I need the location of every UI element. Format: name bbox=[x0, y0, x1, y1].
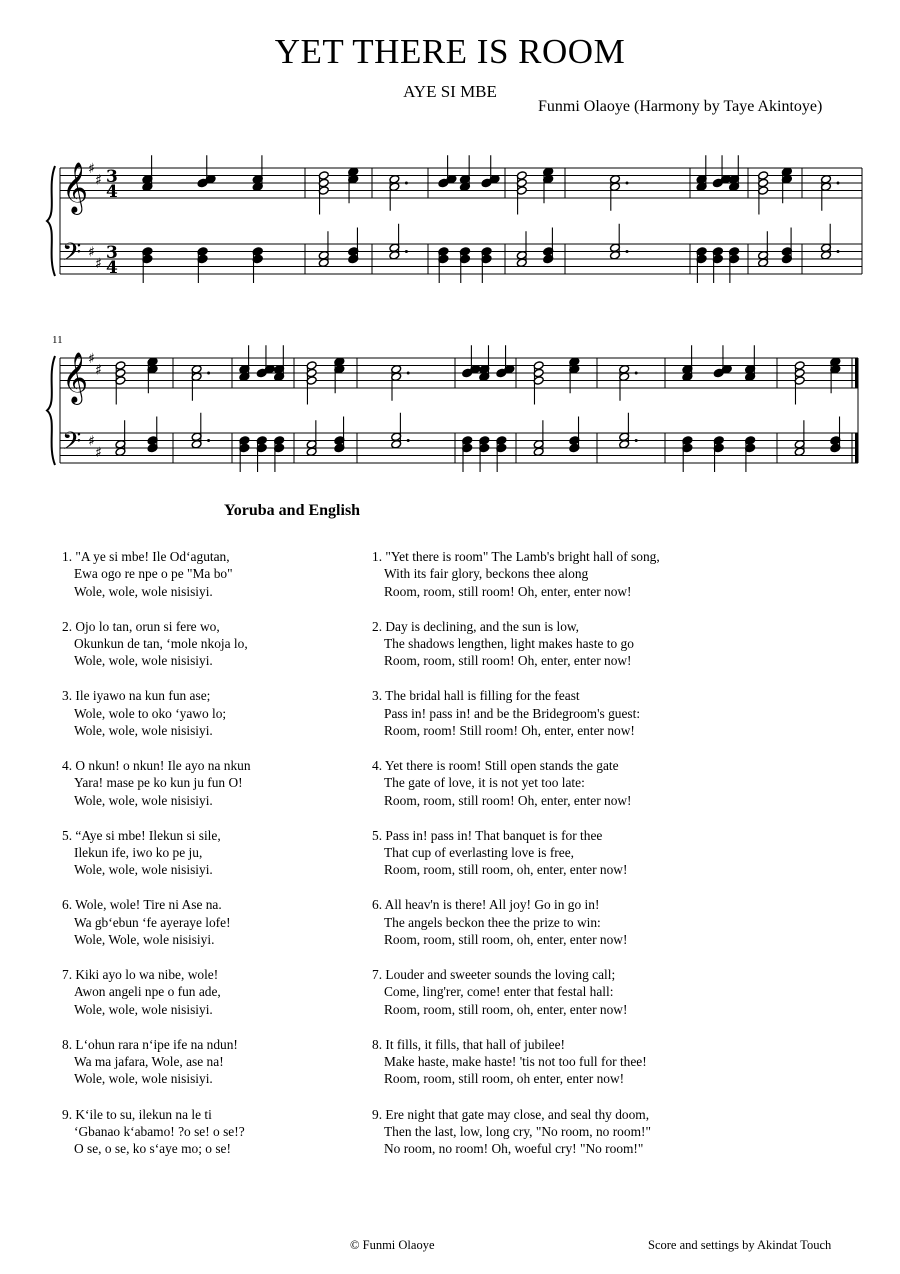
english-verse bbox=[372, 966, 792, 1036]
lyric-line: 8. L‘ohun rara n‘ipe ife na ndun! bbox=[62, 1036, 238, 1052]
augmentation-dot bbox=[407, 439, 410, 442]
lyric-line: 9. Ere night that gate may close, and seal thy doom, bbox=[372, 1106, 650, 1122]
lyric-line: 4. O nkun! o nkun! Ile ayo na nkun bbox=[62, 758, 251, 774]
sharp-icon: ♯ bbox=[88, 351, 95, 367]
copyright-notice: © Funmi Olaoye bbox=[350, 1238, 435, 1252]
lyric-line: Wole, wole, wole nisisiyi. bbox=[74, 862, 213, 878]
lyric-line: 7. Louder and sweeter sounds the loving call; bbox=[372, 967, 616, 983]
time-signature-top: 3 bbox=[106, 243, 118, 263]
lyric-line: The angels beckon thee the prize to win: bbox=[384, 914, 601, 930]
lyric-line: 7. Kiki ayo lo wa nibe, wole! bbox=[62, 967, 219, 983]
lyric-line: Then the last, low, long cry, "No room, no room!" bbox=[384, 1123, 651, 1139]
treble-clef-icon: 𝄞 bbox=[62, 162, 89, 213]
english-verse bbox=[372, 1106, 792, 1176]
lyric-line: Wole, wole to oko ‘yawo lo; bbox=[74, 705, 227, 721]
sharp-icon: ♯ bbox=[88, 161, 95, 177]
augmentation-dot bbox=[635, 439, 638, 442]
lyric-line: Room, room, still room, oh, enter, enter now! bbox=[384, 932, 628, 948]
lyric-line: Make haste, make haste! 'tis not too full for thee! bbox=[384, 1054, 647, 1070]
english-verse bbox=[372, 757, 792, 827]
lyric-line: Wa gb‘ebun ‘fe ayeraye lofe! bbox=[74, 914, 231, 930]
lyric-line: Wole, wole, wole nisisiyi. bbox=[74, 653, 213, 669]
english-verse bbox=[372, 687, 792, 757]
augmentation-dot bbox=[405, 250, 408, 253]
lyric-line: Room, room, still room! Oh, enter, enter now! bbox=[384, 653, 632, 669]
lyric-line: Wole, wole, wole nisisiyi. bbox=[74, 583, 213, 599]
system-brace bbox=[47, 356, 55, 465]
lyric-line: ‘Gbanao k‘abamo! ?o se! o se!? bbox=[74, 1123, 245, 1139]
lyric-line: 9. K‘ile to su, ilekun na le ti bbox=[62, 1106, 212, 1122]
english-verse bbox=[372, 548, 792, 618]
english-verse bbox=[372, 827, 792, 897]
sharp-icon: ♯ bbox=[95, 172, 102, 189]
score-credit: Score and settings by Akindat Touch bbox=[648, 1238, 832, 1252]
english-verse bbox=[372, 618, 792, 688]
augmentation-dot bbox=[626, 250, 629, 253]
sharp-icon: ♯ bbox=[95, 444, 102, 461]
english-lyrics-column bbox=[372, 548, 792, 1175]
sheet-music bbox=[0, 0, 900, 500]
lyric-line: No room, no room! Oh, woeful cry! "No room!" bbox=[384, 1141, 644, 1157]
lyric-line: 5. “Aye si mbe! Ilekun si sile, bbox=[62, 827, 221, 843]
sharp-icon: ♯ bbox=[88, 244, 95, 261]
lyric-line: Pass in! pass in! and be the Bridegroom's guest: bbox=[384, 705, 641, 721]
lyric-line: Wole, Wole, wole nisisiyi. bbox=[74, 932, 215, 948]
lyric-line: 3. Ile iyawo na kun fun ase; bbox=[62, 688, 211, 704]
system-brace bbox=[47, 166, 55, 276]
lyric-line: 2. Ojo lo tan, orun si fere wo, bbox=[62, 618, 220, 634]
time-signature-bottom: 4 bbox=[106, 258, 118, 278]
lyric-line: Okunkun de tan, ‘mole nkoja lo, bbox=[74, 635, 248, 651]
lyric-line: Wole, wole, wole nisisiyi. bbox=[74, 722, 213, 738]
lyric-line: Awon angeli npe o fun ade, bbox=[74, 984, 221, 1000]
lyric-line: Wole, wole, wole nisisiyi. bbox=[74, 1001, 213, 1017]
lyric-line: Wole, wole, wole nisisiyi. bbox=[74, 1071, 213, 1087]
composer-credit: Funmi Olaoye (Harmony by Taye Akintoye) bbox=[538, 98, 823, 115]
lyric-line: 1. "Yet there is room" The Lamb's bright hall of song, bbox=[372, 549, 660, 564]
lyric-line: Room, room, still room, oh enter, enter now! bbox=[384, 1071, 625, 1087]
english-verse bbox=[372, 1036, 792, 1106]
treble-clef-icon: 𝄞 bbox=[62, 352, 89, 403]
augmentation-dot bbox=[635, 372, 638, 375]
lyric-line: 4. Yet there is room! Still open stands the gate bbox=[372, 758, 619, 774]
lyric-line: Come, ling'rer, come! enter that festal hall: bbox=[384, 984, 614, 1000]
augmentation-dot bbox=[626, 182, 629, 185]
lyric-line: Wole, wole, wole nisisiyi. bbox=[74, 792, 213, 808]
lyric-line: 6. Wole, wole! Tire ni Ase na. bbox=[62, 897, 222, 913]
sharp-icon: ♯ bbox=[88, 433, 95, 450]
lyric-line: Room, room, still room! Oh, enter, enter now! bbox=[384, 583, 632, 599]
augmentation-dot bbox=[207, 372, 210, 375]
time-signature-bottom: 4 bbox=[106, 182, 118, 202]
lyric-line: Ewa ogo re npe o pe "Ma bo" bbox=[74, 566, 233, 582]
lyric-line: 5. Pass in! pass in! That banquet is for thee bbox=[372, 827, 603, 843]
lyric-line: With its fair glory, beckons thee along bbox=[384, 566, 589, 582]
english-verse bbox=[372, 896, 792, 966]
song-subtitle: AYE SI MBE bbox=[403, 82, 497, 101]
augmentation-dot bbox=[405, 182, 408, 185]
notation-layer bbox=[47, 155, 862, 472]
lyric-line: Yara! mase pe ko kun ju fun O! bbox=[74, 775, 243, 791]
lyric-line: The gate of love, it is not yet too late: bbox=[384, 775, 585, 791]
augmentation-dot bbox=[207, 439, 210, 442]
bass-clef-icon: 𝄢 bbox=[62, 427, 82, 462]
lyric-line: Ilekun ife, iwo ko pe ju, bbox=[74, 845, 203, 861]
augmentation-dot bbox=[407, 372, 410, 375]
lyric-line: Room, room, still room! Oh, enter, enter now! bbox=[384, 792, 632, 808]
lyric-line: 1. "A ye si mbe! Ile Od‘agutan, bbox=[62, 549, 230, 564]
lyric-line: O se, o se, ko s‘aye mo; o se! bbox=[74, 1141, 231, 1157]
lyric-line: 6. All heav'n is there! All joy! Go in go in! bbox=[372, 897, 600, 913]
lyric-line: 3. The bridal hall is filling for the feast bbox=[372, 688, 580, 704]
lyric-line: 8. It fills, it fills, that hall of jubilee! bbox=[372, 1036, 566, 1052]
lyric-line: Wa ma jafara, Wole, ase na! bbox=[74, 1054, 224, 1070]
time-signature-top: 3 bbox=[106, 167, 118, 187]
lyric-line: Room, room, still room, oh, enter, enter now! bbox=[384, 1001, 628, 1017]
lyric-line: The shadows lengthen, light makes haste to go bbox=[384, 635, 634, 651]
lyric-line: Room, room! Still room! Oh, enter, enter now! bbox=[384, 722, 635, 738]
lyric-line: 2. Day is declining, and the sun is low, bbox=[372, 618, 580, 634]
lyric-line: Room, room, still room, oh, enter, enter now! bbox=[384, 862, 628, 878]
song-title: YET THERE IS ROOM bbox=[274, 32, 626, 71]
sharp-icon: ♯ bbox=[95, 255, 102, 272]
sharp-icon: ♯ bbox=[95, 362, 102, 379]
lyric-line: That cup of everlasting love is free, bbox=[384, 845, 574, 861]
augmentation-dot bbox=[837, 250, 840, 253]
measure-number: 11 bbox=[52, 334, 63, 346]
bass-clef-icon: 𝄢 bbox=[62, 238, 82, 273]
lyrics-heading: Yoruba and English bbox=[224, 502, 361, 519]
augmentation-dot bbox=[837, 182, 840, 185]
